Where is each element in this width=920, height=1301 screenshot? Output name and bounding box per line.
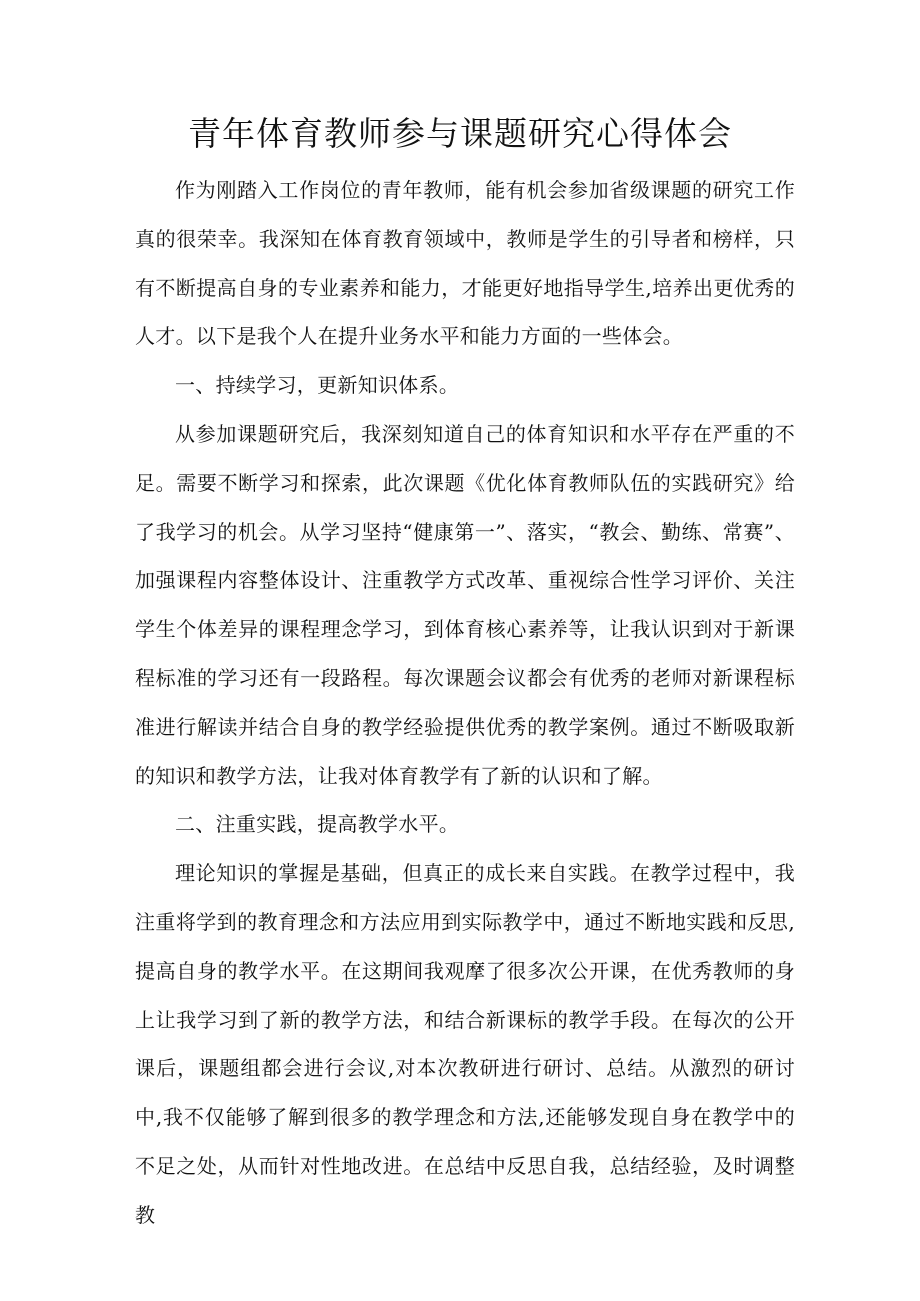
- paragraph-section-1: 从参加课题研究后，我深刻知道自己的体育知识和水平存在严重的不足。需要不断学习和探索，此次课题《优化体育教师队伍的实践研究》给了我学习的机会。从学习坚持“健康第一”、落实，“教会、勤练、常赛”、加强课程内容整体设计、注重教学方式改革、重视综合性学习评价、关注学生个体差异的课程理念学习，到体育核心素养等，让我认识到对于新课程标准的学习还有一段路程。每次课题会议都会有优秀的老师对新课程标准进行解读并结合自身的教学经验提供优秀的教学案例。通过不断吸取新的知识和教学方法，让我对体育教学有了新的认识和了解。: [135, 421, 795, 788]
- document-body: [135, 166, 795, 1240]
- section-heading-2: 二、注重实践，提高教学水平。: [175, 812, 460, 837]
- paragraph-intro: 作为刚踏入工作岗位的青年教师，能有机会参加省级课题的研究工作真的很荣幸。我深知在体育教育领域中，教师是学生的引导者和榜样，只有不断提高自身的专业素养和能力，才能更好地指导学生,培养出更优秀的人才。以下是我个人在提升业务水平和能力方面的一些体会。: [135, 178, 795, 349]
- document-title: 青年体育教师参与课题研究心得体会: [188, 114, 732, 153]
- section-heading-1: 一、持续学习，更新知识体系。: [175, 373, 460, 398]
- paragraph-section-2: 理论知识的掌握是基础，但真正的成长来自实践。在教学过程中，我注重将学到的教育理念和方法应用到实际教学中，通过不断地实践和反思,提高自身的教学水平。在这期间我观摩了很多次公开课，在优秀教师的身上让我学习到了新的教学方法，和结合新课标的教学手段。在每次的公开课后，课题组都会进行会议,对本次教研进行研讨、总结。从激烈的研讨中,我不仅能够了解到很多的教学理念和方法,还能够发现自身在教学中的不足之处，从而针对性地改进。在总结中反思自我，总结经验，及时调整教: [135, 861, 795, 1227]
